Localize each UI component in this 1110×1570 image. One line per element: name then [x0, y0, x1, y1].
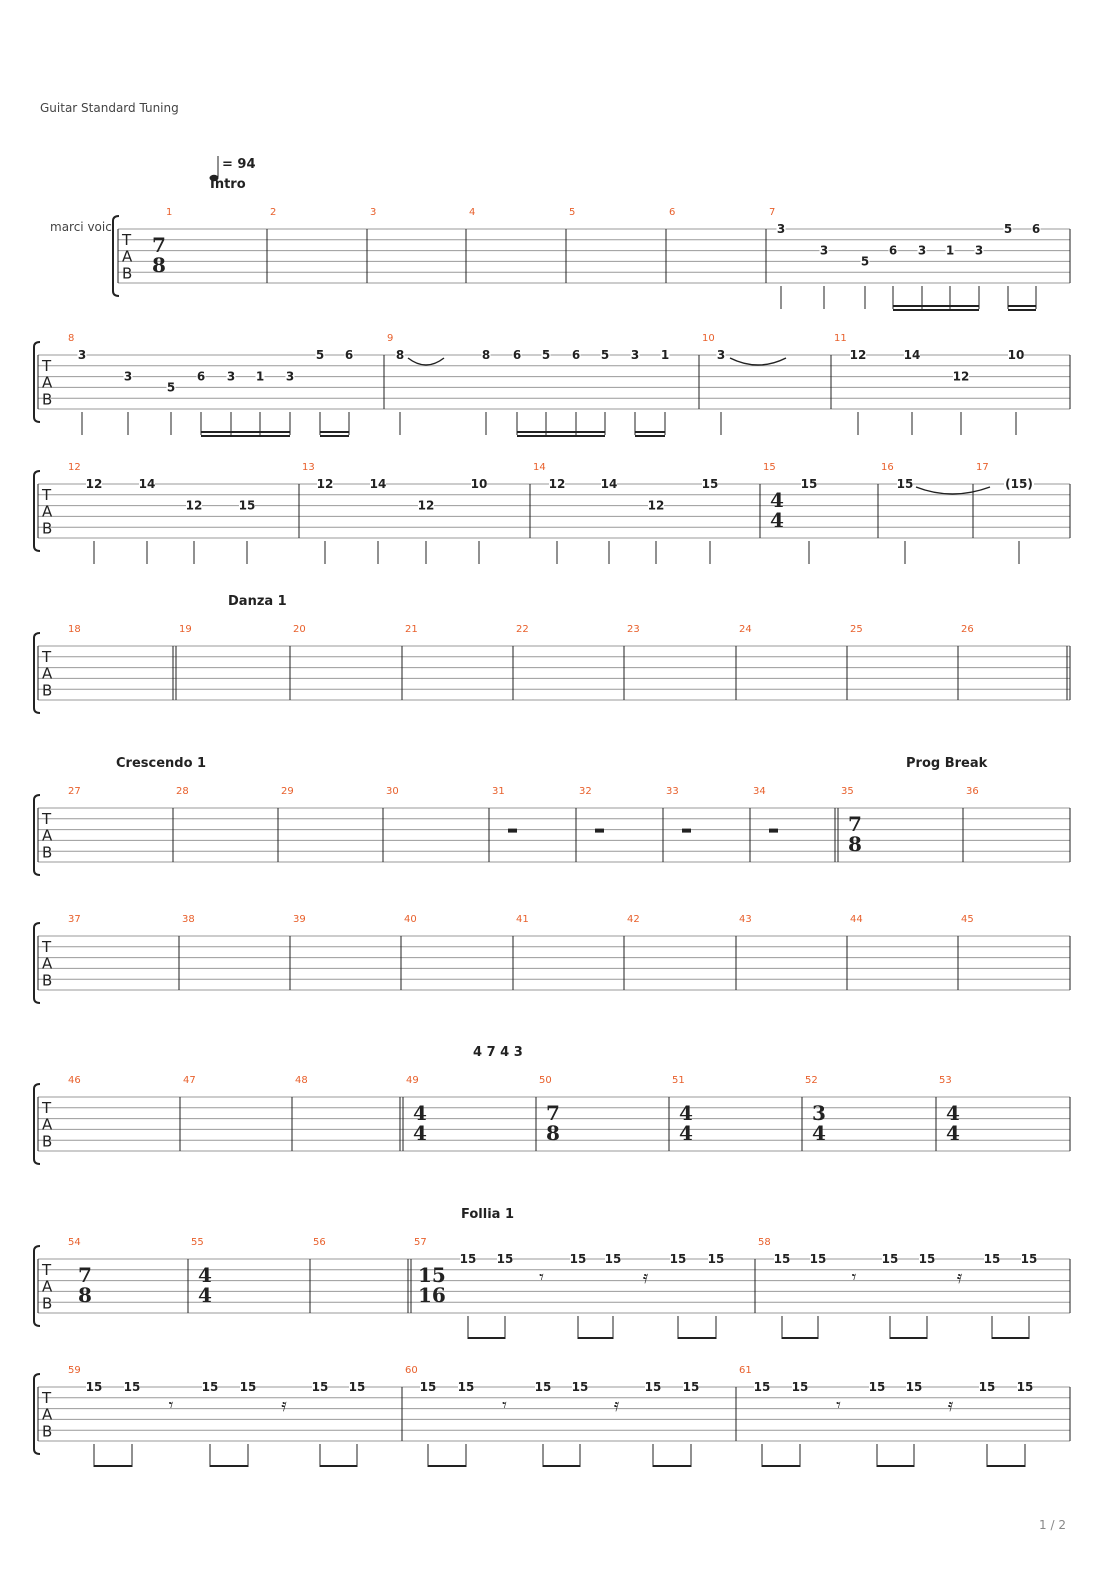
beam	[320, 431, 349, 433]
measure-number: 61	[739, 1365, 752, 1376]
fret-number: 15	[534, 1380, 552, 1394]
time-signature-top: 7	[546, 1101, 560, 1125]
fret-number: 15	[311, 1380, 329, 1394]
eighth-rest-icon: 𝄾	[539, 1267, 544, 1288]
tab-clef-letter: A	[42, 664, 53, 683]
measure-number: 36	[966, 786, 979, 797]
fret-number: 14	[138, 477, 156, 491]
fret-number: 3	[630, 348, 640, 362]
beam	[893, 309, 979, 311]
fret-number: 15	[753, 1380, 771, 1394]
fret-number: 3	[226, 369, 236, 384]
beam	[987, 1465, 1025, 1467]
beam	[678, 1337, 716, 1339]
time-signature-top: 15	[418, 1263, 446, 1287]
eighth-rest-icon: 𝄾	[851, 1267, 857, 1288]
measure-number: 57	[414, 1237, 427, 1248]
fret-number: 1	[945, 243, 955, 258]
fret-number: 5	[1003, 222, 1013, 236]
time-signature-bottom: 16	[418, 1283, 446, 1307]
fret-number: 15	[571, 1380, 589, 1394]
tab-clef-letter: B	[42, 1294, 53, 1313]
beam	[320, 435, 349, 437]
fret-number: 15	[868, 1380, 886, 1394]
page-number: 1 / 2	[1039, 1518, 1066, 1532]
section-label: Danza 1	[228, 594, 287, 609]
beam	[653, 1465, 691, 1467]
measure-number: 10	[702, 333, 715, 344]
time-signature-top: 7	[152, 233, 166, 257]
beam	[517, 431, 605, 433]
beam	[320, 1465, 357, 1467]
beam	[428, 1465, 466, 1467]
measure-number: 15	[763, 462, 776, 473]
fret-number: 15	[644, 1380, 662, 1394]
fret-number: 5	[860, 254, 870, 269]
tie-arc	[730, 358, 786, 365]
measure-number: 48	[295, 1075, 308, 1086]
fret-number: 12	[952, 369, 970, 384]
rest-icon	[595, 829, 604, 833]
rest-icon	[682, 829, 691, 833]
beam	[890, 1337, 927, 1339]
fret-number: 15	[1016, 1380, 1034, 1394]
system-bracket	[34, 923, 40, 1003]
measure-number: 19	[179, 624, 192, 635]
fret-number: 15	[978, 1380, 996, 1394]
measure-number: 42	[627, 914, 640, 925]
beam	[578, 1337, 613, 1339]
fret-number: 15	[496, 1252, 514, 1266]
section-label: 4 7 4 3	[473, 1045, 523, 1060]
measure-number: 35	[841, 786, 854, 797]
measure-number: 37	[68, 914, 81, 925]
tab-clef-letter: T	[42, 1099, 52, 1117]
tab-clef-letter: B	[42, 843, 53, 862]
fret-number: 15	[809, 1252, 827, 1266]
measure-number: 6	[669, 207, 676, 218]
eighth-rest-icon: 𝄾	[836, 1395, 841, 1416]
fret-number: 15	[773, 1252, 791, 1266]
fret-number: 15	[238, 498, 256, 513]
measure-number: 20	[293, 624, 306, 635]
tab-clef-letter: T	[42, 648, 52, 666]
tab-clef-letter: T	[122, 231, 132, 249]
beam	[1008, 305, 1036, 307]
fret-number: 12	[85, 477, 103, 491]
fret-number: 15	[701, 477, 719, 491]
sixteenth-rest-icon: 𝄿	[956, 1267, 963, 1288]
measure-number: 31	[492, 786, 505, 797]
beam	[210, 1465, 248, 1467]
fret-number: 15	[457, 1380, 475, 1394]
fret-number: 12	[417, 498, 435, 513]
fret-number: 6	[571, 348, 581, 362]
measure-number: 5	[569, 207, 576, 218]
fret-number: 6	[196, 369, 206, 384]
fret-number: 15	[800, 477, 818, 491]
fret-number: 12	[316, 477, 334, 491]
fret-number: 8	[481, 348, 491, 362]
measure-number: 26	[961, 624, 974, 635]
measure-number: 34	[753, 786, 766, 797]
section-label: Follia 1	[461, 1207, 514, 1222]
fret-number: 5	[166, 380, 176, 395]
fret-number: 15	[239, 1380, 257, 1394]
measure-number: 56	[313, 1237, 326, 1248]
time-signature-bottom: 8	[78, 1283, 92, 1307]
time-signature-top: 4	[770, 488, 784, 512]
fret-number: 3	[819, 243, 829, 258]
measure-number: 45	[961, 914, 974, 925]
fret-number: 6	[1031, 222, 1041, 236]
tab-clef-letter: A	[42, 502, 53, 521]
fret-number: 3	[776, 222, 786, 236]
measure-number: 24	[739, 624, 752, 635]
measure-number: 58	[758, 1237, 771, 1248]
system-bracket	[34, 1374, 40, 1454]
beam	[517, 435, 605, 437]
section-label: Crescendo 1	[116, 756, 207, 771]
fret-number: 15	[569, 1252, 587, 1266]
score-title: Guitar Standard Tuning	[40, 101, 179, 115]
fret-number: 3	[123, 369, 133, 384]
fret-number: 5	[315, 348, 325, 362]
fret-number: 6	[888, 243, 898, 258]
time-signature-top: 4	[946, 1101, 960, 1125]
time-signature-bottom: 8	[546, 1121, 560, 1145]
measure-number: 47	[183, 1075, 196, 1086]
beam	[782, 1337, 818, 1339]
fret-number: 15	[791, 1380, 809, 1394]
sixteenth-rest-icon: 𝄿	[947, 1395, 954, 1416]
tab-clef-letter: B	[42, 1422, 53, 1441]
time-signature-top: 4	[413, 1101, 427, 1125]
fret-number: 15	[85, 1380, 103, 1394]
measure-number: 21	[405, 624, 418, 635]
fret-number: 14	[369, 477, 387, 491]
fret-number: 15	[459, 1252, 477, 1266]
fret-number: 12	[647, 498, 665, 513]
fret-number: 10	[1007, 348, 1025, 362]
measure-number: 51	[672, 1075, 685, 1086]
tab-clef-letter: B	[42, 390, 53, 409]
fret-number: 3	[917, 243, 927, 258]
time-signature-bottom: 8	[152, 253, 166, 277]
measure-number: 55	[191, 1237, 204, 1248]
beam	[201, 435, 290, 437]
fret-number: 15	[905, 1380, 923, 1394]
fret-number: 3	[77, 348, 87, 362]
system-bracket	[34, 342, 40, 422]
beam	[635, 431, 665, 433]
system-bracket	[34, 795, 40, 875]
time-signature-bottom: 4	[413, 1121, 427, 1145]
tab-clef-letter: T	[42, 810, 52, 828]
fret-number: 15	[707, 1252, 725, 1266]
measure-number: 29	[281, 786, 294, 797]
beam	[877, 1465, 914, 1467]
eighth-rest-icon: 𝄾	[168, 1395, 174, 1416]
measure-number: 9	[387, 333, 394, 344]
measure-number: 25	[850, 624, 863, 635]
tab-clef-letter: A	[122, 247, 133, 266]
beam	[201, 431, 290, 433]
fret-number: 3	[716, 348, 726, 362]
tab-clef-letter: B	[42, 681, 53, 700]
fret-number: 15	[123, 1380, 141, 1394]
sixteenth-rest-icon: 𝄿	[642, 1267, 649, 1288]
rest-icon	[769, 829, 778, 833]
measure-number: 50	[539, 1075, 552, 1086]
measure-number: 28	[176, 786, 189, 797]
fret-number: 15	[983, 1252, 1001, 1266]
tab-clef-letter: T	[42, 357, 52, 375]
fret-number: 12	[548, 477, 566, 491]
measure-number: 16	[881, 462, 894, 473]
measure-number: 12	[68, 462, 81, 473]
tab-clef-letter: T	[42, 1261, 52, 1279]
fret-number: 15	[669, 1252, 687, 1266]
measure-number: 14	[533, 462, 546, 473]
measure-number: 49	[406, 1075, 419, 1086]
fret-number: 15	[201, 1380, 219, 1394]
system-bracket	[34, 1084, 40, 1164]
fret-number: 6	[344, 348, 354, 362]
sixteenth-rest-icon: 𝄿	[613, 1395, 620, 1416]
fret-number: 3	[974, 243, 984, 258]
beam	[635, 435, 665, 437]
measure-number: 18	[68, 624, 81, 635]
beam	[468, 1337, 505, 1339]
beam	[543, 1465, 580, 1467]
measure-number: 2	[270, 207, 277, 218]
fret-number: 6	[512, 348, 522, 362]
tab-clef-letter: A	[42, 954, 53, 973]
tie-arc	[408, 358, 444, 365]
tempo-marking: = 94	[222, 157, 256, 172]
measure-number: 33	[666, 786, 679, 797]
measure-number: 30	[386, 786, 399, 797]
beam	[94, 1465, 132, 1467]
measure-number: 13	[302, 462, 315, 473]
time-signature-bottom: 4	[679, 1121, 693, 1145]
tab-clef-letter: A	[42, 373, 53, 392]
fret-number: 15	[419, 1380, 437, 1394]
time-signature-top: 7	[848, 812, 862, 836]
fret-number: 10	[470, 477, 488, 491]
measure-number: 41	[516, 914, 529, 925]
fret-number: 15	[1020, 1252, 1038, 1266]
system-bracket	[34, 471, 40, 551]
fret-number: 12	[849, 348, 867, 362]
tie-arc	[916, 487, 990, 494]
fret-number: 14	[903, 348, 921, 362]
measure-number: 53	[939, 1075, 952, 1086]
tab-clef-letter: B	[122, 264, 133, 283]
fret-number: 15	[604, 1252, 622, 1266]
time-signature-top: 4	[198, 1263, 212, 1287]
tab-clef-letter: T	[42, 938, 52, 956]
rest-icon	[508, 829, 517, 833]
time-signature-top: 4	[679, 1101, 693, 1125]
time-signature-bottom: 4	[812, 1121, 826, 1145]
measure-number: 7	[769, 207, 776, 218]
fret-number: 14	[600, 477, 618, 491]
measure-number: 27	[68, 786, 81, 797]
time-signature-top: 3	[812, 1101, 826, 1125]
measure-number: 46	[68, 1075, 81, 1086]
measure-number: 1	[166, 207, 173, 218]
time-signature-bottom: 8	[848, 832, 862, 856]
fret-number: 15	[881, 1252, 899, 1266]
measure-number: 17	[976, 462, 989, 473]
system-bracket	[34, 633, 40, 713]
beam	[762, 1465, 800, 1467]
fret-number: 15	[918, 1252, 936, 1266]
tab-clef-letter: T	[42, 1389, 52, 1407]
fret-number: 8	[395, 348, 405, 362]
sixteenth-rest-icon: 𝄿	[281, 1395, 287, 1416]
time-signature-bottom: 4	[198, 1283, 212, 1307]
fret-number: 5	[600, 348, 610, 362]
eighth-rest-icon: 𝄾	[502, 1395, 507, 1416]
fret-number: 3	[285, 369, 295, 384]
fret-number: 15	[896, 477, 914, 491]
measure-number: 59	[68, 1365, 81, 1376]
measure-number: 4	[469, 207, 476, 218]
measure-number: 39	[293, 914, 306, 925]
fret-number: (15)	[1005, 477, 1033, 491]
measure-number: 22	[516, 624, 529, 635]
section-label: Intro	[210, 177, 246, 192]
measure-number: 54	[68, 1237, 81, 1248]
measure-number: 40	[404, 914, 417, 925]
measure-number: 60	[405, 1365, 418, 1376]
tab-clef-letter: A	[42, 1405, 53, 1424]
instrument-name: marci voic	[50, 220, 112, 234]
measure-number: 32	[579, 786, 592, 797]
system-bracket	[34, 1246, 40, 1326]
fret-number: 12	[185, 498, 203, 513]
measure-number: 8	[68, 333, 75, 344]
measure-number: 43	[739, 914, 752, 925]
measure-number: 44	[850, 914, 863, 925]
fret-number: 1	[255, 369, 265, 384]
measure-number: 52	[805, 1075, 818, 1086]
tab-clef-letter: A	[42, 826, 53, 845]
tab-clef-letter: A	[42, 1115, 53, 1134]
beam	[992, 1337, 1029, 1339]
fret-number: 5	[541, 348, 551, 362]
time-signature-bottom: 4	[770, 508, 784, 532]
fret-number: 15	[682, 1380, 700, 1394]
measure-number: 11	[834, 333, 847, 344]
fret-number: 1	[660, 348, 670, 362]
section-label: Prog Break	[906, 756, 988, 771]
fret-number: 15	[348, 1380, 366, 1394]
tab-clef-letter: B	[42, 971, 53, 990]
tab-clef-letter: B	[42, 1132, 53, 1151]
beam	[1008, 309, 1036, 311]
measure-number: 3	[370, 207, 377, 218]
tab-clef-letter: A	[42, 1277, 53, 1296]
time-signature-bottom: 4	[946, 1121, 960, 1145]
tab-clef-letter: B	[42, 519, 53, 538]
time-signature-top: 7	[78, 1263, 92, 1287]
tab-clef-letter: T	[42, 486, 52, 504]
measure-number: 23	[627, 624, 640, 635]
beam	[893, 305, 979, 307]
measure-number: 38	[182, 914, 195, 925]
